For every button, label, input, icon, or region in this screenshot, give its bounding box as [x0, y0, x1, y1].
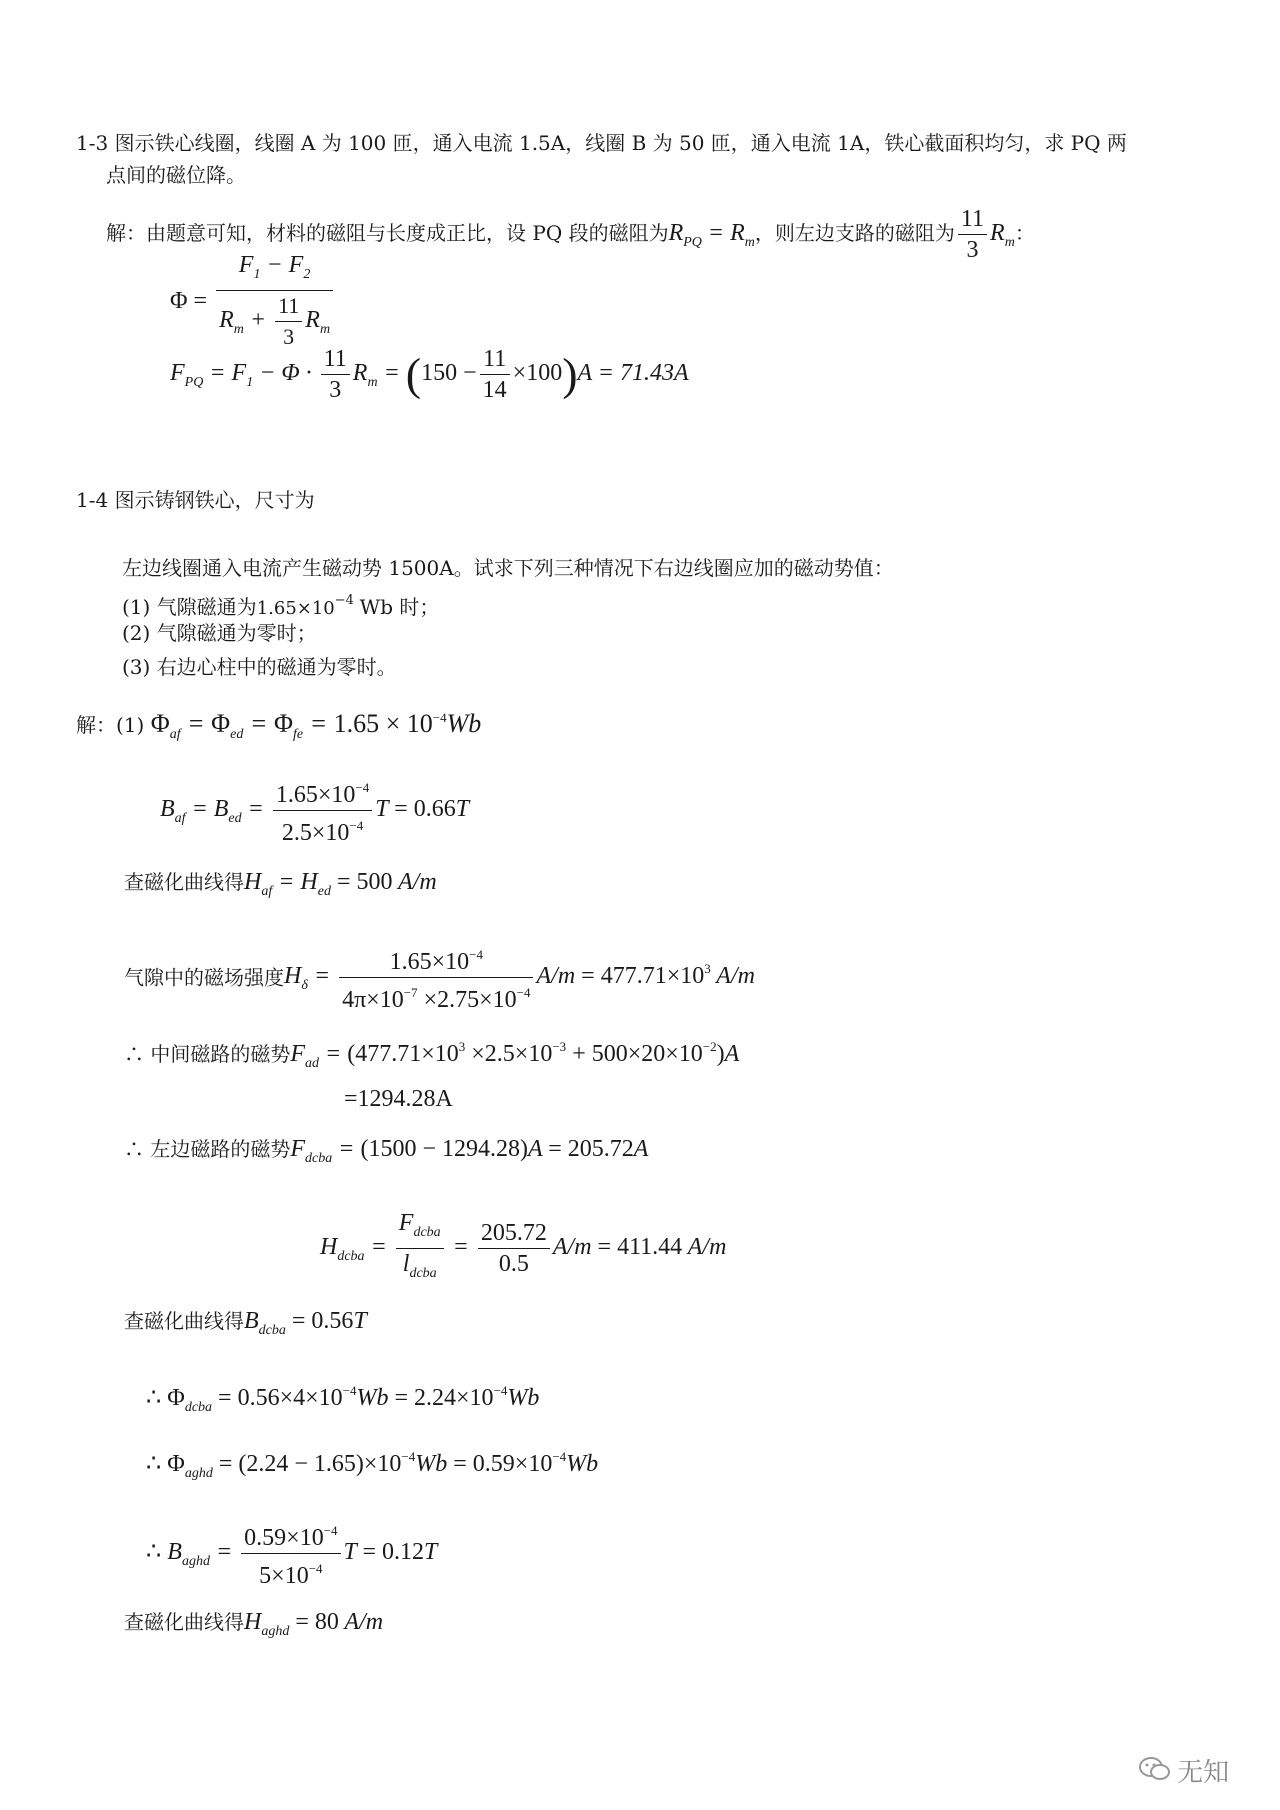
- case-3: (3) 右边心柱中的磁通为零时。: [122, 655, 397, 679]
- watermark-text: 无知: [1177, 1758, 1230, 1788]
- case-1-prefix: (1) 气隙磁通为: [122, 595, 257, 619]
- eq-b-af: $B_{af} = B_{ed}$ = $\frac{1.65\times 10^{-4}}{2.5\times 10^{-4}}$ T = 0.66T: [160, 773, 469, 848]
- solution-text: 解：由题意可知，材料的磁阻与长度成正比，设 PQ 段的磁阻为: [106, 221, 669, 246]
- lookup-1: 查磁化曲线得$H_{af} = H_{ed} = 500$ A/m: [124, 869, 437, 899]
- eq-phi-aghd: ∴ $\Phi_{aghd} = (2.24 - 1.65)\times 10^{-4}Wb = 0.59\times 10^{-4}Wb$: [146, 1449, 599, 1481]
- solve-1: 解：(1) $\Phi_{af} = \Phi_{ed} = \Phi_{fe} = 1.65 \times 10^{-4}Wb$: [76, 709, 482, 742]
- case-1-suffix: Wb 时；: [359, 595, 440, 619]
- solve-prefix: 解：(1): [76, 713, 145, 737]
- problem-1-4-title: 1-4 图示铸钢铁心，尺寸为: [76, 488, 315, 512]
- eq-f-ad-result: =1294.28A: [344, 1086, 453, 1112]
- left-label: ∴ 左边磁路的磁势: [124, 1137, 291, 1161]
- lookup-3: 查磁化曲线得$H_{aghd} = 80$ A/m: [124, 1609, 384, 1639]
- lookup-2: 查磁化曲线得$B_{dcba} = 0.56T$: [124, 1308, 367, 1338]
- solution-text-2: ，则左边支路的磁阻为: [754, 221, 955, 246]
- eq-b-aghd: ∴ $B_{aghd}$ = $\frac{0.59\times 10^{-4}}{5\times 10^{-4}}$ T = 0.12T: [146, 1516, 437, 1591]
- lookup-2-label: 查磁化曲线得: [124, 1309, 244, 1333]
- eq-h-dcba: $H_{dcba}$ = $\frac{F_{dcba}}{l_{dcba}}$ = $\frac{205.72}{0.5}$ A/m = 411.44 A/m: [320, 1210, 727, 1281]
- gap-label: 气隙中的磁场强度: [124, 965, 284, 990]
- eq-phi: Φ = $F_1 - F_2$ $R_m$ + $\frac{11}{3}$ $R_m$: [170, 250, 336, 352]
- problem-1-3-line2: 点间的磁位降。: [106, 163, 246, 187]
- lookup-1-label: 查磁化曲线得: [124, 870, 244, 894]
- eq-f-ad: ∴ 中间磁路的磁势$F_{ad} = (477.71\times 10^3 \times 2.5\times 10^{-3} + 500\times 20\times 10^{-2})A$: [124, 1039, 740, 1071]
- eq-h-gap: 气隙中的磁场强度$H_\delta$ = $\frac{1.65\times 10^{-4}}{4\pi\times 10^{-7} \times 2.75\times 10^{-4}}$ $A/m = 477.71\times 10^3$ A/m: [124, 940, 755, 1015]
- eq-phi-lhs: Φ =: [170, 288, 208, 314]
- eq-f-dcba: ∴ 左边磁路的磁势$F_{dcba} = (1500 - 1294.28)A = 205.72A$: [124, 1136, 649, 1166]
- eq-phi-dcba: ∴ $\Phi_{dcba} = 0.56\times 4\times 10^{-4}Wb = 2.24\times 10^{-4}Wb$: [146, 1383, 540, 1415]
- watermark: [1138, 1752, 1229, 1789]
- case-1: (1) 气隙磁通为$1.65\times 10^{-4}$ Wb 时；: [122, 593, 440, 619]
- problem-1-3-solution: 解：由题意可知，材料的磁阻与长度成正比，设 PQ 段的磁阻为$R_{PQ} = R_m$，则左边支路的磁阻为 $\frac{11}{3}$ $R_m$：: [106, 206, 1035, 263]
- mid-label: ∴ 中间磁路的磁势: [124, 1042, 291, 1066]
- lookup-3-label: 查磁化曲线得: [124, 1610, 244, 1634]
- eq-fpq-result: A = 71.43A: [577, 360, 689, 387]
- problem-1-4-intro: 左边线圈通入电流产生磁动势 1500A。试求下列三种情况下右边线圈应加的磁动势值：: [122, 556, 894, 580]
- eq-fpq: $F_{PQ} = F_1 - \Phi$ · $\frac{11}{3}$ $R_m = (150$ − $\frac{11}{14}$ ×100)A = 71.43A: [170, 346, 689, 403]
- case-2: (2) 气隙磁通为零时；: [122, 621, 317, 645]
- problem-1-3-line1: 1-3 图示铁心线圈，线圈 A 为 100 匝，通入电流 1.5A，线圈 B 为 50 匝，通入电流 1A，铁心截面积均匀，求 PQ 两: [76, 131, 1127, 155]
- wechat-icon: [1138, 1755, 1172, 1787]
